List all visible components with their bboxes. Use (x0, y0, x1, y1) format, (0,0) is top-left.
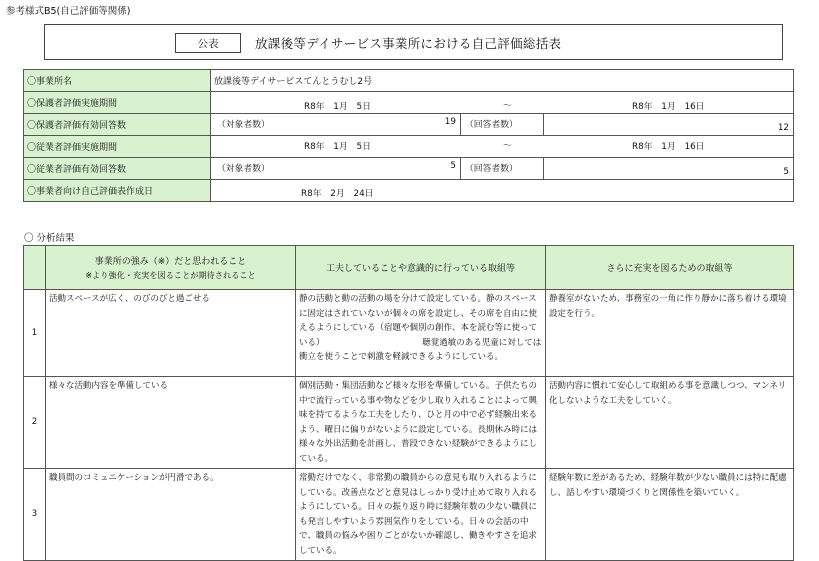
title-box (44, 24, 783, 60)
effort-cell (296, 377, 546, 469)
guardian-target-label: （対象者数） (217, 120, 270, 130)
page-title: 放課後等デイサービス事業所における自己評価総括表 (255, 36, 562, 51)
strength-cell (46, 377, 296, 469)
strength-text: 様々な活動内容を準備している (49, 381, 169, 391)
guardian-respondent-value: 12 (777, 123, 790, 133)
guardian-period-row (24, 92, 794, 114)
improve-cell (546, 377, 794, 469)
staff-period-row (24, 136, 794, 158)
table-row (24, 469, 794, 561)
effort-text: 常勤だけでなく、非常勤の職員からの意見も取り入れるようにしている。改善点などと意見はしっかり受け止めて取り入れるようにしている。日々の振り返り時に経験年数の少ない職員にも発言しやすいよう雰囲気作りをしている。日々の会話の中で、職員の悩みや困りごとがないか確認し、働きやすさを追求している。 (299, 473, 538, 556)
strength-text: 活動スペースが広く、のびのびと過ごせる (49, 294, 210, 304)
created-date-label: 〇事業者向け自己評価表作成日 (24, 180, 211, 202)
guardian-responses-label: 〇保護者評価有効回答数 (24, 114, 211, 136)
reference-form-label: 参考様式B5(自己評価等関係) (6, 6, 131, 17)
guardian-period-start: R8年 1月 5日 (304, 102, 371, 112)
effort-text: 静の活動と動の活動の場を分けて設定している。静のスペースに固定はされていないが個々の席を設定し、その席を自由に使えるようにしている（宿題や個別の創作、本を読む等に使っている） 聴覚過敏のある児童に対しては衝立を使うことで刺激を軽減できるようにしている。 (299, 294, 542, 362)
improve-text: 活動内容に慣れて安心して取組める事を意識しつつ、マンネリ化しないような工夫をしていく。 (549, 381, 787, 406)
guardian-target-value: 19 (444, 117, 456, 127)
effort-text: 個別活動・集団活動など様々な形を準備している。子供たちの中で流行っている事や物などを少し取り入れることによって興味を持てるような工夫をしたり、ひと月の中で必ず経験出来るよう、曜日に偏りがないように設定している。長期休み時には様々な外出活動を計画し、普段できない経験ができるようにしている。 (299, 381, 538, 464)
facility-info-table (23, 69, 794, 202)
strengths-header-label: 事業所の強み（※）だと思われること (94, 257, 247, 267)
staff-period-start: R8年 1月 5日 (304, 142, 371, 152)
analysis-section-title: 〇 分析結果 (24, 233, 75, 244)
strengths-header-note: ※より強化・充実を図ることが期待されること (85, 270, 256, 280)
staff-period-separator: ～ (503, 141, 512, 151)
guardian-period-separator: ～ (503, 101, 512, 111)
improve-text: 静養室がないため、事務室の一角に作り静かに落ち着ける環境設定を行う。 (549, 294, 787, 319)
strength-text: 職員間のコミュニケーションが円滑である。 (49, 473, 219, 483)
row-number: 1 (24, 290, 46, 377)
facility-name-row (24, 70, 794, 92)
effort-cell (296, 290, 546, 377)
staff-target-label: （対象者数） (217, 164, 270, 174)
strengths-column-header (46, 246, 296, 290)
row-number: 3 (24, 469, 46, 561)
guardian-period-end: R8年 1月 16日 (632, 102, 705, 112)
guardian-respondent-label: （回答者数） (465, 120, 518, 130)
guardian-period-label: 〇保護者評価実施期間 (24, 92, 211, 114)
table-row (24, 290, 794, 377)
created-date-row (24, 180, 794, 202)
facility-name-label: 〇事業所名 (24, 70, 211, 92)
analysis-table (23, 245, 794, 561)
improve-text: 経験年数に差があるため、経験年数が少ない職員には特に配慮し、話しやすい環境づくりと関係性を築いていく。 (549, 473, 787, 498)
staff-responses-row (24, 158, 794, 180)
created-date-value: R8年 2月 24日 (301, 189, 374, 199)
improve-cell (546, 290, 794, 377)
staff-responses-label: 〇従業者評価有効回答数 (24, 158, 211, 180)
strength-cell (46, 290, 296, 377)
table-row (24, 377, 794, 469)
improve-column-header: さらに充実を図るための取組等 (546, 246, 794, 290)
effort-cell (296, 469, 546, 561)
staff-target-value: 5 (450, 161, 456, 171)
guardian-responses-row (24, 114, 794, 136)
facility-name-value: 放課後等デイサービスてんとうむし2号 (211, 70, 794, 92)
staff-respondent-label: （回答者数） (465, 164, 518, 174)
strength-cell (46, 469, 296, 561)
improve-cell (546, 469, 794, 561)
number-column-header (24, 246, 46, 290)
staff-period-label: 〇従業者評価実施期間 (24, 136, 211, 158)
staff-period-end: R8年 1月 16日 (632, 142, 705, 152)
public-badge: 公表 (175, 33, 241, 53)
row-number: 2 (24, 377, 46, 469)
staff-respondent-value: 5 (783, 167, 790, 177)
efforts-column-header: 工夫していることや意識的に行っている取組等 (296, 246, 546, 290)
analysis-header-row (24, 246, 794, 290)
